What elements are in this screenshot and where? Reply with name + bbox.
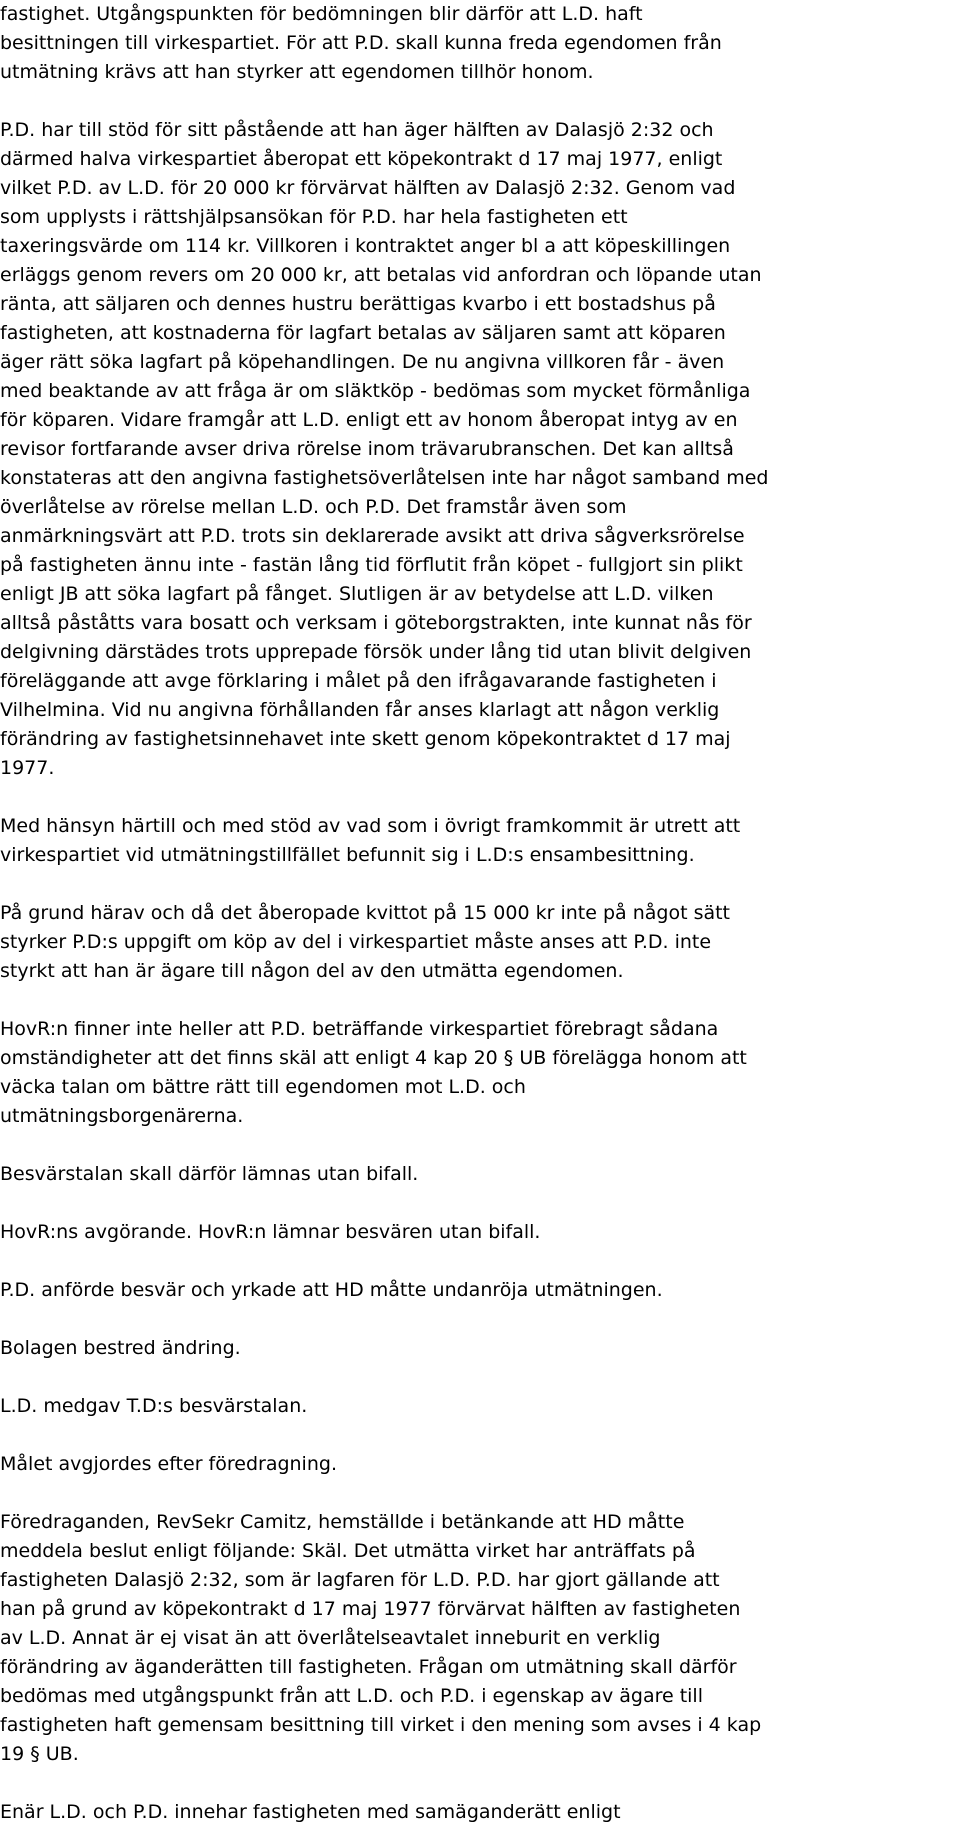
text-line: meddela beslut enligt följande: Skäl. Det utmätta virket har anträffats på bbox=[0, 1540, 696, 1562]
text-line: styrker P.D:s uppgift om köp av del i virkespartiet måste anses att P.D. inte bbox=[0, 931, 712, 953]
text-line: väcka talan om bättre rätt till egendomen mot L.D. och bbox=[0, 1076, 526, 1098]
text-line: föreläggande att avge förklaring i målet på den ifrågavarande fastigheten i bbox=[0, 670, 717, 692]
paragraph-gap bbox=[0, 1421, 940, 1450]
text-line: fastigheten, att kostnaderna för lagfart betalas av säljaren samt att köparen bbox=[0, 322, 726, 344]
text-line: på fastigheten ännu inte - fastän lång tid förflutit från köpet - fullgjort sin plikt bbox=[0, 554, 743, 576]
text-line: P.D. anförde besvär och yrkade att HD måtte undanröja utmätningen. bbox=[0, 1279, 663, 1301]
text-line: förändring av fastighetsinnehavet inte skett genom köpekontraktet d 17 maj bbox=[0, 728, 731, 750]
text-line: för köparen. Vidare framgår att L.D. enligt ett av honom åberopat intyg av en bbox=[0, 409, 738, 431]
text-line: bedömas med utgångspunkt från att L.D. och P.D. i egenskap av ägare till bbox=[0, 1685, 703, 1707]
text-line: 19 § UB. bbox=[0, 1743, 79, 1765]
paragraph-gap bbox=[0, 1479, 940, 1508]
paragraph-gap bbox=[0, 1363, 940, 1392]
text-line: fastighet. Utgångspunkten för bedömningen blir därför att L.D. haft bbox=[0, 3, 643, 25]
text-line: L.D. medgav T.D:s besvärstalan. bbox=[0, 1395, 308, 1417]
text-line: ränta, att säljaren och dennes hustru berättigas kvarbo i ett bostadshus på bbox=[0, 293, 716, 315]
text-line: utmätningsborgenärerna. bbox=[0, 1105, 244, 1127]
text-line: På grund härav och då det åberopade kvittot på 15 000 kr inte på något sätt bbox=[0, 902, 731, 924]
paragraph-gap bbox=[0, 1305, 940, 1334]
text-line: förändring av äganderätten till fastigheten. Frågan om utmätning skall därför bbox=[0, 1656, 737, 1678]
text-line: därmed halva virkespartiet åberopat ett köpekontrakt d 17 maj 1977, enligt bbox=[0, 148, 723, 170]
text-line: enligt JB att söka lagfart på fånget. Slutligen är av betydelse att L.D. vilken bbox=[0, 583, 714, 605]
text-line: revisor fortfarande avser driva rörelse inom trävarubranschen. Det kan alltså bbox=[0, 438, 734, 460]
paragraph-gap bbox=[0, 986, 940, 1015]
text-line: taxeringsvärde om 114 kr. Villkoren i kontraktet anger bl a att köpeskillingen bbox=[0, 235, 731, 257]
text-line: Bolagen bestred ändring. bbox=[0, 1337, 241, 1359]
text-line: Besvärstalan skall därför lämnas utan bifall. bbox=[0, 1163, 419, 1185]
text-line: vilket P.D. av L.D. för 20 000 kr förvärvat hälften av Dalasjö 2:32. Genom vad bbox=[0, 177, 736, 199]
text-line: fastigheten Dalasjö 2:32, som är lagfaren för L.D. P.D. har gjort gällande att bbox=[0, 1569, 720, 1591]
text-line: Med hänsyn härtill och med stöd av vad som i övrigt framkommit är utrett att bbox=[0, 815, 741, 837]
text-line: Föredraganden, RevSekr Camitz, hemställde i betänkande att HD måtte bbox=[0, 1511, 685, 1533]
paragraph-gap bbox=[0, 87, 940, 116]
text-line: anmärkningsvärt att P.D. trots sin deklarerade avsikt att driva sågverksrörelse bbox=[0, 525, 745, 547]
text-line: han på grund av köpekontrakt d 17 maj 1977 förvärvat hälften av fastigheten bbox=[0, 1598, 741, 1620]
paragraph-gap bbox=[0, 1189, 940, 1218]
text-line: utmätning krävs att han styrker att egendomen tillhör honom. bbox=[0, 61, 594, 83]
text-line: virkespartiet vid utmätningstillfället befunnit sig i L.D:s ensambesittning. bbox=[0, 844, 695, 866]
text-line: Vilhelmina. Vid nu angivna förhållanden får anses klarlagt att någon verklig bbox=[0, 699, 720, 721]
paragraph-gap bbox=[0, 1131, 940, 1160]
text-line: HovR:ns avgörande. HovR:n lämnar besvären utan bifall. bbox=[0, 1221, 541, 1243]
text-line: HovR:n finner inte heller att P.D. beträffande virkespartiet förebragt sådana bbox=[0, 1018, 719, 1040]
text-line: omständigheter att det finns skäl att enligt 4 kap 20 § UB förelägga honom att bbox=[0, 1047, 747, 1069]
text-line: styrkt att han är ägare till någon del av den utmätta egendomen. bbox=[0, 960, 624, 982]
text-line: delgivning därstädes trots upprepade försök under lång tid utan blivit delgiven bbox=[0, 641, 752, 663]
text-line: erläggs genom revers om 20 000 kr, att betalas vid anfordran och löpande utan bbox=[0, 264, 762, 286]
text-line: äger rätt söka lagfart på köpehandlingen. De nu angivna villkoren får - även bbox=[0, 351, 725, 373]
text-line: överlåtelse av rörelse mellan L.D. och P.D. Det framstår även som bbox=[0, 496, 627, 518]
text-line: av L.D. Annat är ej visat än att överlåtelseavtalet inneburit en verklig bbox=[0, 1627, 661, 1649]
text-line: fastigheten haft gemensam besittning till virket i den mening som avses i 4 kap bbox=[0, 1714, 762, 1736]
text-line: konstateras att den angivna fastighetsöverlåtelsen inte har något samband med bbox=[0, 467, 769, 489]
paragraph-gap bbox=[0, 783, 940, 812]
text-line: 1977. bbox=[0, 757, 55, 779]
text-line: som upplysts i rättshjälpsansökan för P.D. har hela fastigheten ett bbox=[0, 206, 628, 228]
text-line: Enär L.D. och P.D. innehar fastigheten med samäganderätt enligt bbox=[0, 1801, 621, 1823]
text-line: Målet avgjordes efter föredragning. bbox=[0, 1453, 337, 1475]
text-line: alltså påståtts vara bosatt och verksam i göteborgstrakten, inte kunnat nås för bbox=[0, 612, 752, 634]
text-line: besittningen till virkespartiet. För att P.D. skall kunna freda egendomen från bbox=[0, 32, 722, 54]
paragraph-gap bbox=[0, 1247, 940, 1276]
paragraph-gap bbox=[0, 870, 940, 899]
text-line: med beaktande av att fråga är om släktköp - bedömas som mycket förmånliga bbox=[0, 380, 751, 402]
text-line: P.D. har till stöd för sitt påstående att han äger hälften av Dalasjö 2:32 och bbox=[0, 119, 714, 141]
